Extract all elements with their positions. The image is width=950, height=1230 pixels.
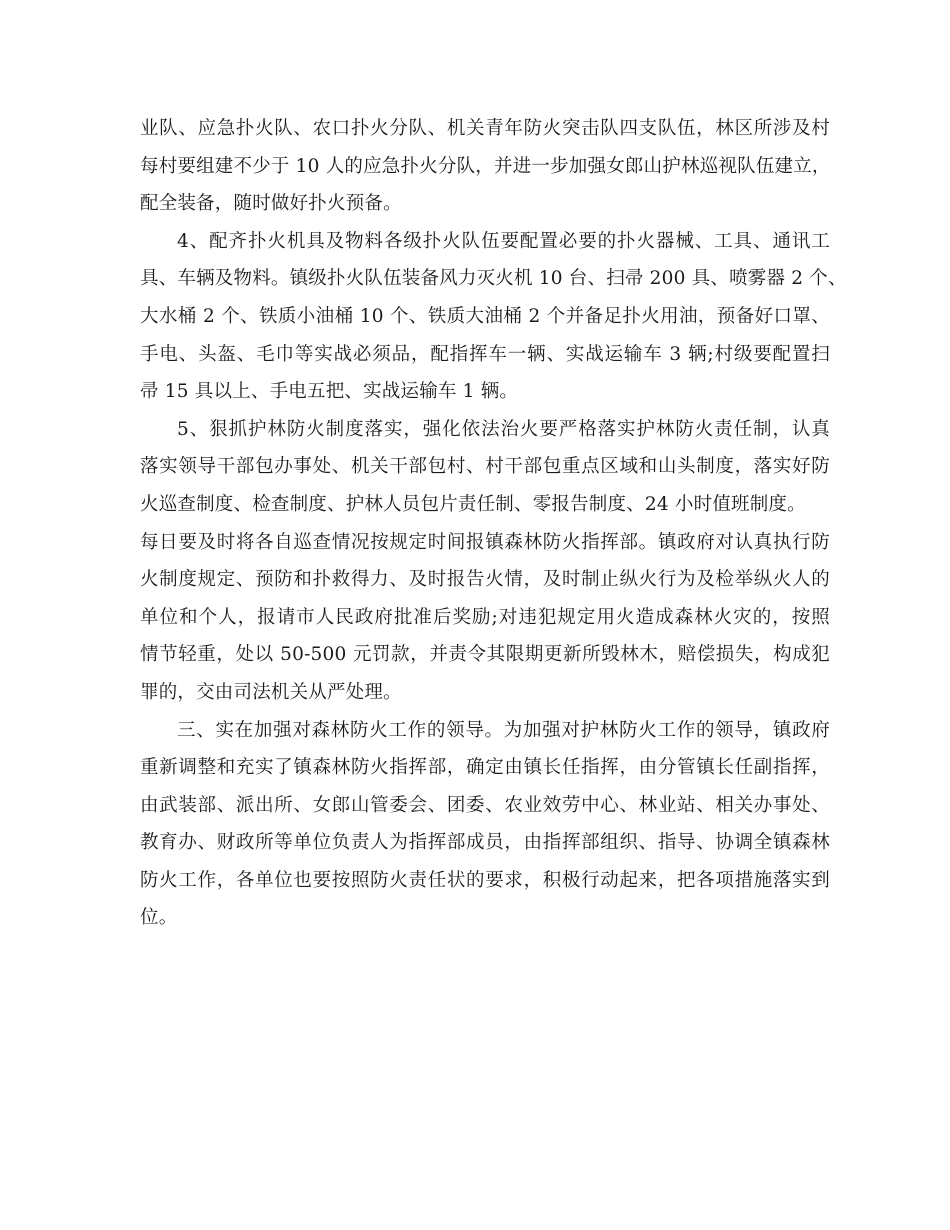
paragraph — [140, 110, 830, 223]
text-line: 单位和个人，报请市人民政府批准后奖励;对违犯规定用火造成森林火灾的，按照 — [140, 606, 830, 628]
text-line: 5、狠抓护林防火制度落实，强化依法治火要严格落实护林防火责任制，认真 — [177, 418, 830, 440]
text-line: 由武装部、派出所、女郎山管委会、团委、农业效劳中心、林业站、相关办事处、 — [140, 794, 830, 816]
text-line: 三、实在加强对森林防火工作的领导。为加强对护林防火工作的领导，镇政府 — [177, 719, 830, 741]
text-line: 大水桶 2 个、铁质小油桶 10 个、铁质大油桶 2 个并备足扑火用油，预备好口罩、 — [140, 305, 830, 327]
text-line: 火巡查制度、检查制度、护林人员包片责任制、零报告制度、24 小时值班制度。 — [140, 493, 806, 515]
text-line: 配全装备，随时做好扑火预备。 — [140, 193, 402, 215]
text-line: 4、配齐扑火机具及物料各级扑火队伍要配置必要的扑火器械、工具、通讯工 — [177, 230, 830, 252]
paragraph — [140, 712, 830, 938]
text-line: 帚 15 具以上、手电五把、实战运输车 1 辆。 — [140, 381, 519, 403]
text-line: 重新调整和充实了镇森林防火指挥部，确定由镇长任指挥，由分管镇长任副指挥， — [140, 757, 830, 779]
paragraph — [140, 411, 830, 712]
text-line: 具、车辆及物料。镇级扑火队伍装备风力灭火机 10 台、扫帚 200 具、喷雾器 2 个、 — [140, 268, 847, 290]
paragraph — [140, 223, 847, 411]
text-line: 手电、头盔、毛巾等实战必须品，配指挥车一辆、实战运输车 3 辆;村级要配置扫 — [140, 343, 830, 365]
text-line: 每日要及时将各自巡查情况按规定时间报镇森林防火指挥部。镇政府对认真执行防 — [140, 531, 830, 553]
text-line: 教育办、财政所等单位负责人为指挥部成员，由指挥部组织、指导、协调全镇森林 — [140, 832, 830, 854]
text-line: 罪的，交由司法机关从严处理。 — [140, 681, 402, 703]
text-line: 情节轻重，处以 50-500 元罚款，并责令其限期更新所毁林木，赔偿损失，构成犯 — [140, 644, 830, 666]
text-line: 位。 — [140, 907, 178, 929]
text-line: 每村要组建不少于 10 人的应急扑火分队，并进一步加强女郎山护林巡视队伍建立， — [140, 155, 831, 177]
text-line: 落实领导干部包办事处、机关干部包村、村干部包重点区域和山头制度，落实好防 — [140, 456, 830, 478]
text-line: 业队、应急扑火队、农口扑火分队、机关青年防火突击队四支队伍，林区所涉及村 — [140, 118, 830, 139]
text-line: 火制度规定、预防和扑救得力、及时报告火情，及时制止纵火行为及检举纵火人的 — [140, 569, 830, 591]
text-line: 防火工作，各单位也要按照防火责任状的要求，积极行动起来，把各项措施落实到 — [140, 869, 830, 891]
document-body — [140, 110, 847, 937]
